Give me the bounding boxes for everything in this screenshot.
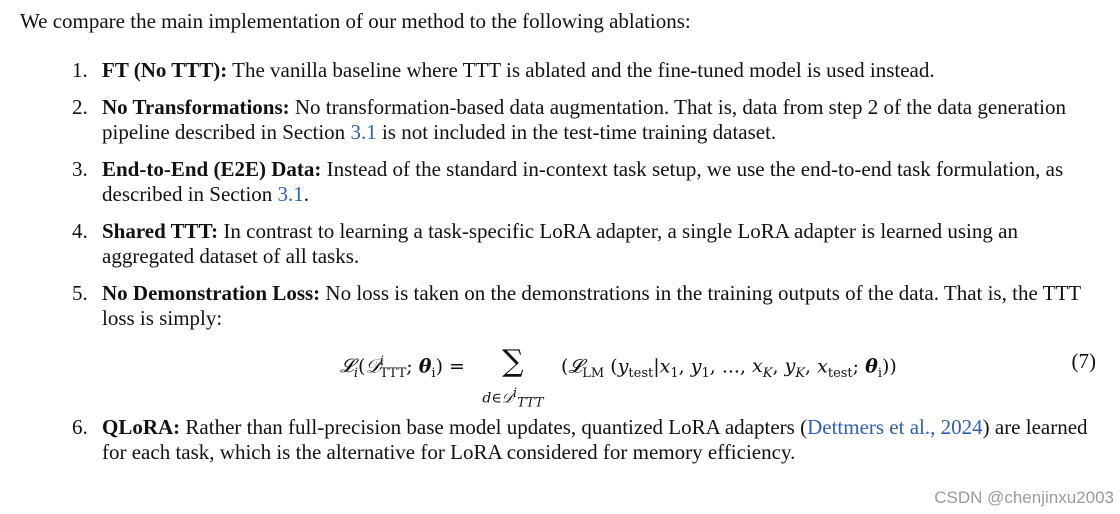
item-text: Rather than full-precision base model updates, quantized LoRA adapters ( [185,415,808,439]
equation-number: (7) [1071,349,1096,373]
item-number: 3. [72,157,88,181]
item-text: In contrast to learning a task-specific LoRA adapter, a single LoRA adapter is learned using an aggregated dataset of all tasks. [102,219,1018,268]
watermark: CSDN @chenjinxu2003 [934,488,1114,507]
item-title: End-to-End (E2E) Data: [102,157,322,181]
item-title: QLoRA: [102,415,181,439]
item-text: is not included in the test-time training dataset. [381,120,777,144]
item-number: 2. [72,95,88,119]
citation-link[interactable]: Dettmers et al., 2024 [807,415,983,439]
list-item-qlora [72,415,1102,465]
equation-7 [102,335,1102,415]
list-item-no-demonstration-loss [72,281,1102,415]
item-text: Instead of the standard in-context task setup, we use the end-to-end task formulation, as described in Section [102,157,1064,206]
item-text: ) are learned for each task, which is the alternative for LoRA considered for memory efficiency. [102,415,1088,464]
item-number: 5. [72,281,88,305]
summation-symbol: ∑ d∈𝒟$^i_{TTT}$ [482,344,544,411]
list-item-ft-no-ttt [72,58,1102,83]
list-item-no-transformations [72,95,1102,145]
item-text: . [303,182,310,206]
intro-paragraph: We compare the main implementation of our method to the following ablations: [20,9,691,33]
equation-body: 𝓛$_i$(𝒟$^i_{TTT}$; $\theta_i$) = ∑ d∈𝒟$^i_{TTT}$ (𝓛$_{LM}$ ($y_{test}|x_1$, $y_1$, ..., $x_K$, $y_K$, $x_{test}$; $\theta_i$)) [340,349,897,415]
item-number: 4. [72,219,88,243]
list-item-e2e-data [72,157,1102,207]
item-title: Shared TTT: [102,219,219,243]
list-item-shared-ttt [72,219,1102,269]
item-title: No Transformations: [102,95,290,119]
item-number: 1. [72,58,88,82]
item-text: The vanilla baseline where TTT is ablated and the fine-tuned model is used instead. [232,58,935,82]
item-text: No loss is taken on the demonstrations in the training outputs of the data. That is, the TTT loss is simply: [102,281,1081,330]
item-number: 6. [72,415,88,439]
item-title: No Demonstration Loss: [102,281,321,305]
item-title: FT (No TTT): [102,58,228,82]
section-ref-link[interactable]: 3.1 [277,182,304,206]
section-ref-link[interactable]: 3.1 [350,120,377,144]
ablation-list [72,58,1102,477]
item-text: No transformation-based data augmentation. That is, data from step 2 of the data generation pipeline described in Section [102,95,1067,144]
